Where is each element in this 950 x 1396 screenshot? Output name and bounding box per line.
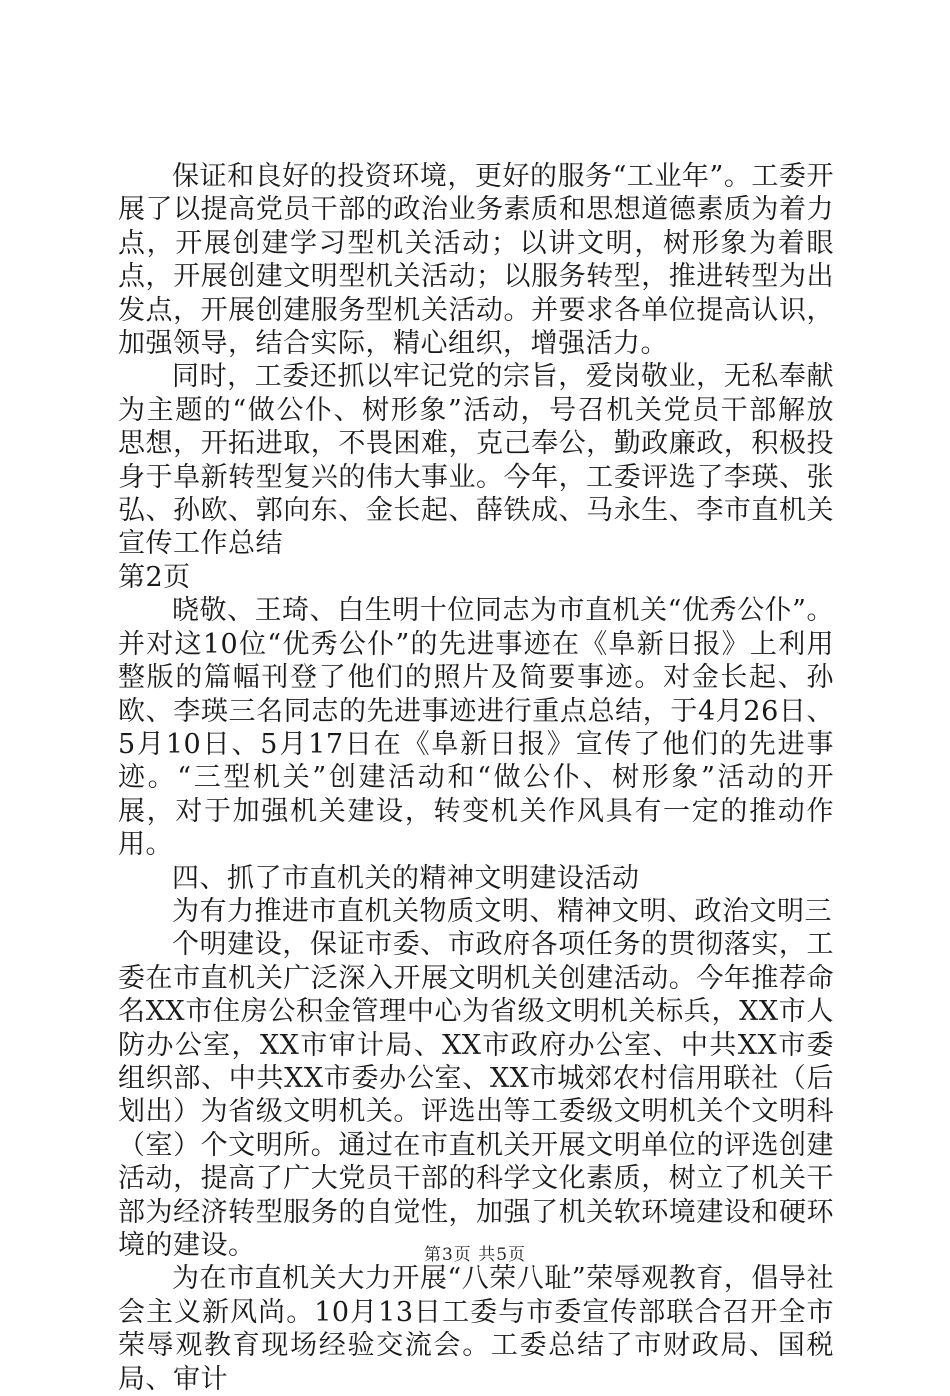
- paragraph-public-servant-campaign: 同时，工委还抓以牢记党的宗旨，爱岗敬业，无私奉献为主题的“做公仆、树形象”活动，号召机关党员干部解放思想，开拓进取，不畏困难，克己奉公，勤政廉政，积极投身于阜新转型复兴的伟大事业。今年，工委评选了李瑛、张弘、孙欧、郭向东、金长起、薛铁成、马永生、李市直机关宣传工作总结: [118, 361, 834, 560]
- page-marker: 第2页: [118, 561, 191, 593]
- document-body: [118, 160, 834, 1396]
- paragraph-investment-environment: 保证和良好的投资环境，更好的服务“工业年”。工委开展了以提高党员干部的政治业务素质和思想道德素质为着力点，开展创建学习型机关活动；以讲文明，树形象为着眼点，开展创建文明型机关活动；以服务转型，推进转型为出发点，开展创建服务型机关活动。并要求各单位提高认识，加强领导，结合实际，精心组织，增强活力。: [118, 161, 834, 360]
- paragraph-civilized-organs: 个明建设，保证市委、市政府各项任务的贯彻落实，工委在市直机关广泛深入开展文明机关创建活动。今年推荐命名XX市住房公积金管理中心为省级文明机关标兵，XX市人防办公室，XX市审计局、XX市政府办公室、中共XX市委组织部、中共XX市委办公室、XX市城郊农村信用联社（后划出）为省级文明机关。评选出等工委级文明机关个文明科（室）个文明所。通过在市直机关开展文明单位的评选创建活动，提高了广大党员干部的科学文化素质，树立了机关干部为经济转型服务的自觉性，加强了机关软环境建设和硬环境的建设。: [118, 929, 834, 1261]
- paragraph-three-civilizations: 为有力推进市直机关物质文明、精神文明、政治文明三: [172, 895, 832, 927]
- paragraph-outstanding-servants: 晓敬、王琦、白生明十位同志为市直机关“优秀公仆”。并对这10位“优秀公仆”的先进事迹在《阜新日报》上利用整版的篇幅刊登了他们的照片及简要事迹。对金长起、孙欧、李瑛三名同志的先进事迹进行重点总结，于4月26日、5月10日、5月17日在《阜新日报》宣传了他们的先进事迹。“三型机关”创建活动和“做公仆、树形象”活动的开展，对于加强机关建设，转变机关作风具有一定的推动作用。: [118, 595, 834, 861]
- page-footer: 第3页 共5页: [423, 1245, 527, 1265]
- section-heading-spiritual-civilization: 四、抓了市直机关的精神文明建设活动: [172, 862, 640, 894]
- paragraph-honor-disgrace-education: 为在市直机关大力开展“八荣八耻”荣辱观教育，倡导社会主义新风尚。10月13日工委与市委宣传部联合召开全市荣辱观教育现场经验交流会。工委总结了市财政局、国税局、审计: [118, 1263, 834, 1395]
